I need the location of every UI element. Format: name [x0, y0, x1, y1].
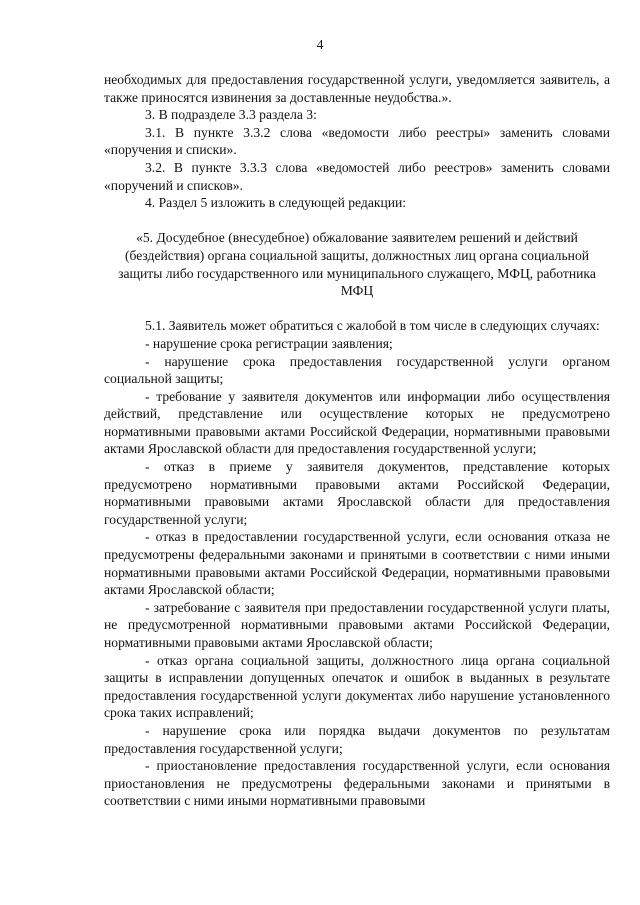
- list-item: - нарушение срока предоставления государственной услуги органом социальной защиты;: [104, 353, 610, 387]
- list-item: - приостановление предоставления государственной услуги, если основания приостановления не предусмотрены федеральными законами и принятыми в соответствии с ними иными нормативными правовыми: [104, 758, 610, 809]
- paragraph: 3.1. В пункте 3.3.2 слова «ведомости либо реестры» заменить словами «поручения и списки».: [104, 124, 610, 158]
- paragraph: 3. В подразделе 3.3 раздела 3:: [145, 107, 317, 123]
- spacer: [104, 212, 610, 230]
- list-item: - отказ в предоставлении государственной услуги, если основания отказа не предусмотрены федеральными законами и принятыми в соответствии с ними иными нормативными правовыми актами Российской Федерации, нормативными правовыми актами Ярославской области;: [104, 529, 610, 598]
- list-item: - отказ органа социальной защиты, должностного лица органа социальной защиты в исправлении допущенных опечаток и ошибок в выданных в результате предоставления государственной услуги документах либо нарушение установленного срока таких исправлений;: [104, 652, 610, 721]
- list-item: - нарушение срока регистрации заявления;: [145, 335, 393, 351]
- list-item: - требование у заявителя документов или информации либо осуществления действий, представление или осуществление которых не предусмотрено нормативными правовыми актами Российской Федерации, нормативными правовыми актами Ярославской области для предоставления государственной услуги;: [104, 388, 610, 457]
- list-item: - отказ в приеме у заявителя документов, представление которых предусмотрено нормативными правовыми актами Российской Федерации, нормативными правовыми актами Ярославской области для предоставления государственной услуги;: [104, 459, 610, 527]
- paragraph: 5.1. Заявитель может обратиться с жалобой в том числе в следующих случаях:: [145, 318, 600, 334]
- document-body: [104, 71, 610, 810]
- paragraph: необходимых для предоставления государственной услуги, уведомляется заявитель, а также приносятся извинения за доставленные неудобства.».: [104, 72, 610, 105]
- paragraph: 4. Раздел 5 изложить в следующей редакции:: [145, 195, 407, 211]
- paragraphs-before: [104, 71, 610, 212]
- list-item: - затребование с заявителя при предоставлении государственной услуги платы, не предусмотренной нормативными правовыми актами Российской Федерации, нормативными правовыми актами Ярославской области;: [104, 599, 610, 650]
- page-number: 4: [316, 37, 324, 52]
- paragraph: 3.2. В пункте 3.3.3 слова «ведомостей либо реестров» заменить словами «поручений и списков».: [104, 159, 610, 193]
- spacer: [104, 300, 610, 318]
- list-item: - нарушение срока или порядка выдачи документов по результатам предоставления государственной услуги;: [104, 722, 610, 756]
- paragraphs-after: [104, 317, 610, 810]
- section-heading: «5. Досудебное (внесудебное) обжалование заявителем решений и действий (бездействия) органа социальной защиты, должностных лиц органа социальной защиты либо государственного или муниципального служащего, МФЦ, работника МФЦ: [118, 230, 596, 299]
